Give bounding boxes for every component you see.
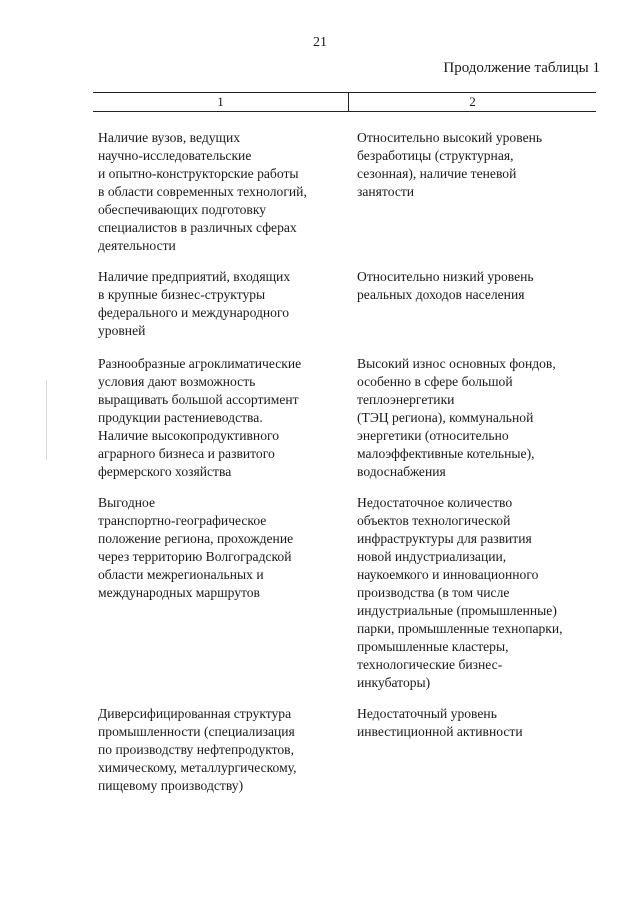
weakness-cell: Высокий износ основных фондов, особенно в сфере большой теплоэнергетики (ТЭЦ региона), коммунальной энергетики (относительно малоэффективные котельные), водоснабжения: [357, 356, 556, 479]
column-header-2: 2: [469, 94, 476, 109]
strength-cell: Диверсифицированная структура промышленности (специализация по производству нефтепродуктов, химическому, металлургическому, пищевому производству): [98, 706, 297, 793]
table-header-top-rule: [93, 92, 596, 93]
table-continuation-label: Продолжение таблицы 1: [443, 60, 600, 76]
strength-cell: Наличие предприятий, входящих в крупные бизнес-структуры федерального и международного уровней: [98, 269, 291, 338]
weakness-cell: Недостаточный уровень инвестиционной активности: [357, 706, 523, 739]
weakness-cell: Относительно высокий уровень безработицы (структурная, сезонная), наличие теневой занятости: [357, 130, 543, 199]
column-header-1: 1: [217, 94, 224, 109]
weakness-cell: Недостаточное количество объектов технологической инфраструктуры для развития новой индустриализации, наукоемкого и инновационного производства (в том числе индустриальные (промышленные) парки, промышленные технопарки, промышленные кластеры, технологические бизнес- инкубаторы): [357, 495, 563, 690]
strength-cell: Разнообразные агроклиматические условия дают возможность выращивать большой ассортимент продукции растениеводства. Наличие высокопродуктивного аграрного бизнеса и развитого фермерского хозяйства: [98, 356, 302, 479]
strength-cell: Выгодное транспортно-географическое положение региона, прохождение через территорию Волгоградской области межрегиональных и международных маршрутов: [98, 495, 294, 600]
strength-cell: Наличие вузов, ведущих научно-исследовательские и опытно-конструкторские работы в области современных технологий, обеспечивающих подготовку специалистов в различных сферах деятельности: [98, 130, 307, 253]
page-number: 21: [313, 35, 327, 50]
weakness-cell: Относительно низкий уровень реальных доходов населения: [357, 269, 534, 302]
table-header-bottom-rule: [93, 111, 596, 112]
margin-scan-mark: [46, 380, 47, 460]
